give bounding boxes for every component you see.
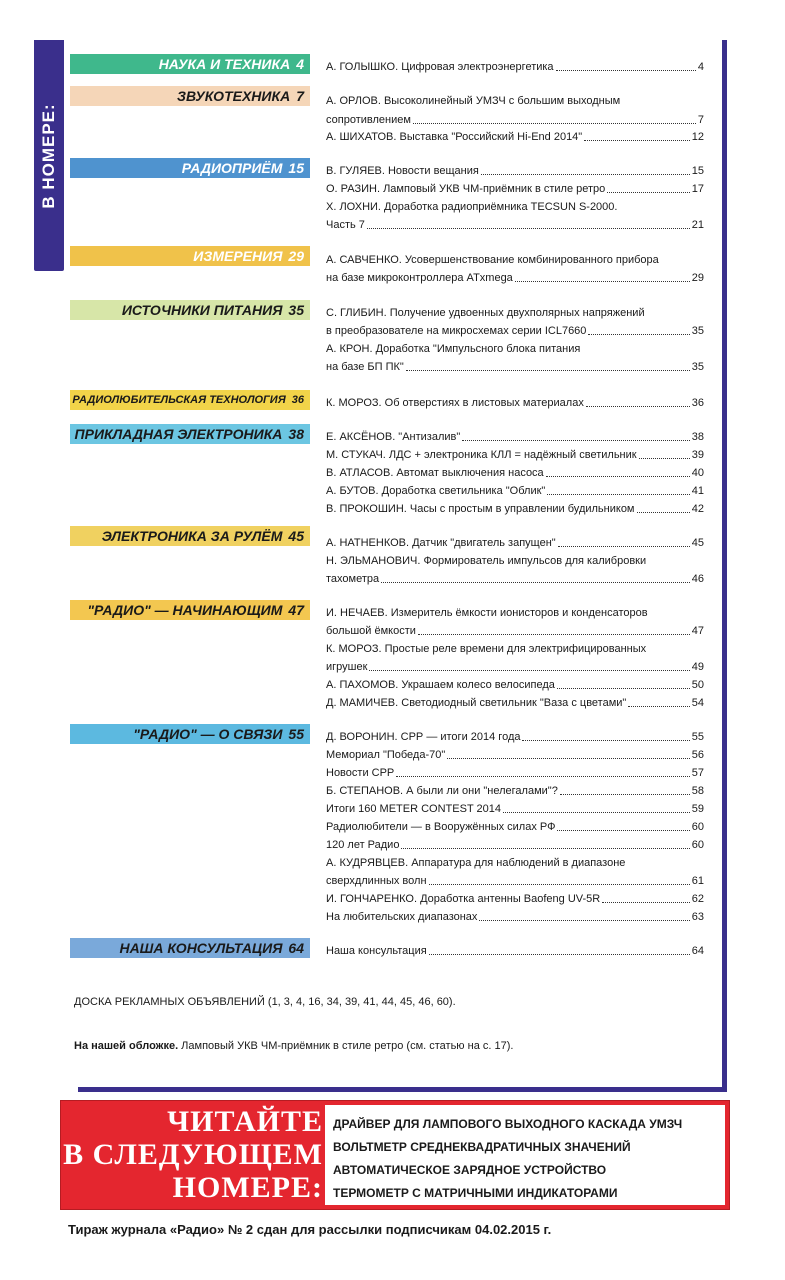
contents-entry bbox=[326, 94, 704, 108]
entry-page: 64 bbox=[691, 945, 704, 957]
entry-text: И. ГОНЧАРЕНКО. Доработка антенны Baofeng UV-5R bbox=[326, 893, 601, 905]
section-page: 55 bbox=[288, 726, 304, 742]
entry-page: 29 bbox=[691, 272, 704, 284]
contents-entry bbox=[326, 606, 704, 620]
entry-text: В. АТЛАСОВ. Автомат выключения насоса bbox=[326, 467, 544, 479]
dot-leader bbox=[586, 396, 690, 407]
contents-entry bbox=[326, 253, 704, 267]
contents-entry bbox=[326, 466, 704, 480]
dot-leader bbox=[429, 944, 690, 955]
contents-entry bbox=[326, 820, 704, 834]
contents-entry bbox=[326, 396, 704, 410]
entry-page: 17 bbox=[691, 183, 704, 195]
contents-entry bbox=[326, 430, 704, 444]
contents-entry bbox=[326, 802, 704, 816]
side-label: В НОМЕРЕ: bbox=[39, 102, 58, 209]
entry-page: 40 bbox=[691, 467, 704, 479]
dot-leader bbox=[367, 218, 690, 229]
section-page: 45 bbox=[288, 528, 304, 544]
entry-page: 38 bbox=[691, 431, 704, 443]
entry-text: Д. ВОРОНИН. СРР — итоги 2014 года bbox=[326, 731, 521, 743]
entry-text: игрушек bbox=[326, 661, 368, 673]
next-issue-item: ДРАЙВЕР ДЛЯ ЛАМПОВОГО ВЫХОДНОГО КАСКАДА УМЗЧ bbox=[333, 1117, 683, 1131]
entry-text: в преобразователе на микросхемах серии ICL7660 bbox=[326, 325, 587, 337]
section-title: РАДИОПРИЁМ bbox=[181, 160, 283, 176]
entry-text: на базе БП ПК" bbox=[326, 361, 404, 373]
section-title: РАДИОЛЮБИТЕЛЬСКАЯ ТЕХНОЛОГИЯ bbox=[72, 394, 286, 406]
dot-leader bbox=[381, 572, 690, 583]
entry-page: 46 bbox=[691, 573, 704, 585]
section-page: 38 bbox=[288, 426, 304, 442]
entry-page: 36 bbox=[691, 397, 704, 409]
entry-page: 47 bbox=[691, 625, 704, 637]
entry-page: 21 bbox=[691, 219, 704, 231]
circulation-footer: Тираж журнала «Радио» № 2 сдан для рассылки подписчикам 04.02.2015 г. bbox=[68, 1222, 552, 1237]
entry-text: А. САВЧЕНКО. Усовершенствование комбинированного прибора bbox=[326, 254, 659, 266]
contents-entry bbox=[326, 678, 704, 692]
section-page: 64 bbox=[288, 940, 304, 956]
entry-text: И. НЕЧАЕВ. Измеритель ёмкости ионисторов и конденсаторов bbox=[326, 607, 648, 619]
frame-rule-horizontal bbox=[78, 1087, 727, 1092]
entry-page: 55 bbox=[691, 731, 704, 743]
contents-entry bbox=[326, 838, 704, 852]
entry-text: на базе микроконтроллера ATxmega bbox=[326, 272, 513, 284]
next-issue-list bbox=[325, 1105, 725, 1205]
next-issue-title-line: В СЛЕДУЮЩЕМ bbox=[63, 1138, 323, 1171]
dot-leader bbox=[429, 874, 690, 885]
section-heading bbox=[70, 300, 310, 320]
entry-text: В. ГУЛЯЕВ. Новости вещания bbox=[326, 165, 479, 177]
dot-leader bbox=[515, 271, 690, 282]
dot-leader bbox=[602, 892, 690, 903]
entry-page: 54 bbox=[691, 697, 704, 709]
contents-entry bbox=[326, 502, 704, 516]
contents-entry bbox=[326, 342, 704, 356]
entry-page: 58 bbox=[691, 785, 704, 797]
dot-leader bbox=[503, 802, 690, 813]
entry-text: Х. ЛОХНИ. Доработка радиоприёмника TECSUN S-2000. bbox=[326, 201, 618, 213]
next-issue-title-line: ЧИТАЙТЕ bbox=[167, 1105, 323, 1138]
contents-entry bbox=[326, 218, 704, 232]
contents-entry bbox=[326, 271, 704, 285]
dot-leader bbox=[369, 660, 689, 671]
entry-text: А. БУТОВ. Доработка светильника "Облик" bbox=[326, 485, 546, 497]
contents-entry bbox=[326, 784, 704, 798]
entry-text: О. РАЗИН. Ламповый УКВ ЧМ-приёмник в стиле ретро bbox=[326, 183, 606, 195]
entry-page: 4 bbox=[697, 61, 704, 73]
entry-text: М. СТУКАЧ. ЛДС + электроника КЛЛ = надёжный светильник bbox=[326, 449, 637, 461]
contents-entry bbox=[326, 660, 704, 674]
entry-text: Н. ЭЛЬМАНОВИЧ. Формирователь импульсов для калибровки bbox=[326, 555, 647, 567]
dot-leader bbox=[639, 448, 690, 459]
entry-page: 56 bbox=[691, 749, 704, 761]
dot-leader bbox=[413, 113, 696, 124]
entry-text: А. ШИХАТОВ. Выставка "Российский Hi-End 2014" bbox=[326, 131, 583, 143]
contents-entry bbox=[326, 130, 704, 144]
dot-leader bbox=[418, 624, 690, 635]
entry-text: тахометра bbox=[326, 573, 380, 585]
contents-entry bbox=[326, 856, 704, 870]
entry-text: Д. МАМИЧЕВ. Светодиодный светильник "Ваза с цветами" bbox=[326, 697, 627, 709]
dot-leader bbox=[401, 838, 689, 849]
dot-leader bbox=[547, 484, 689, 495]
dot-leader bbox=[479, 910, 689, 921]
section-heading bbox=[70, 424, 310, 444]
section-title: ПРИКЛАДНАЯ ЭЛЕКТРОНИКА bbox=[74, 426, 283, 442]
dot-leader bbox=[588, 324, 689, 335]
entry-text: К. МОРОЗ. Об отверстиях в листовых материалах bbox=[326, 397, 584, 409]
section-title: НАША КОНСУЛЬТАЦИЯ bbox=[119, 940, 283, 956]
entry-text: Новости СРР bbox=[326, 767, 395, 779]
entry-page: 41 bbox=[691, 485, 704, 497]
section-heading bbox=[70, 246, 310, 266]
section-heading bbox=[70, 86, 310, 106]
entry-text: Итоги 160 METER CONTEST 2014 bbox=[326, 803, 502, 815]
entry-page: 12 bbox=[691, 131, 704, 143]
frame-rule-vertical bbox=[722, 40, 727, 1092]
entry-page: 42 bbox=[691, 503, 704, 515]
next-issue-title-line: НОМЕРЕ: bbox=[172, 1171, 323, 1204]
contents-entry bbox=[326, 766, 704, 780]
contents-entry bbox=[326, 360, 704, 374]
dot-leader bbox=[607, 182, 689, 193]
entry-text: А. ПАХОМОВ. Украшаем колесо велосипеда bbox=[326, 679, 555, 691]
entry-page: 61 bbox=[691, 875, 704, 887]
section-title: ЭЛЕКТРОНИКА ЗА РУЛЁМ bbox=[101, 528, 283, 544]
section-heading bbox=[70, 600, 310, 620]
contents-entry bbox=[326, 306, 704, 320]
contents-entry bbox=[326, 642, 704, 656]
entry-text: Часть 7 bbox=[326, 219, 365, 231]
dot-leader bbox=[557, 820, 689, 831]
section-title: ЗВУКОТЕХНИКА bbox=[177, 88, 291, 104]
section-page: 7 bbox=[296, 88, 304, 104]
entry-text: А. НАТНЕНКОВ. Датчик "двигатель запущен" bbox=[326, 537, 556, 549]
entry-text: А. ГОЛЫШКО. Цифровая электроэнергетика bbox=[326, 61, 554, 73]
entry-text: Б. СТЕПАНОВ. А были ли они "нелегалами"? bbox=[326, 785, 558, 797]
section-heading bbox=[70, 390, 310, 410]
contents-entry bbox=[326, 200, 704, 214]
section-page: 15 bbox=[288, 160, 304, 176]
contents-entry bbox=[326, 944, 704, 958]
contents-entry bbox=[326, 484, 704, 498]
dot-leader bbox=[481, 164, 690, 175]
dot-leader bbox=[396, 766, 689, 777]
dot-leader bbox=[447, 748, 689, 759]
entry-text: сопротивлением bbox=[326, 114, 411, 126]
cover-note-text: Ламповый УКВ ЧМ-приёмник в стиле ретро (см. статью на с. 17). bbox=[178, 1040, 514, 1052]
entry-text: А. КРОН. Доработка "Импульсного блока питания bbox=[326, 343, 581, 355]
dot-leader bbox=[462, 430, 689, 441]
section-heading bbox=[70, 158, 310, 178]
next-issue-title bbox=[61, 1105, 323, 1204]
entry-page: 49 bbox=[691, 661, 704, 673]
entry-page: 60 bbox=[691, 821, 704, 833]
dot-leader bbox=[584, 130, 690, 141]
next-issue-banner bbox=[60, 1100, 730, 1210]
entry-text: большой ёмкости bbox=[326, 625, 416, 637]
dot-leader bbox=[628, 696, 689, 707]
entry-page: 60 bbox=[691, 839, 704, 851]
dot-leader bbox=[637, 502, 690, 513]
next-issue-item: АВТОМАТИЧЕСКОЕ ЗАРЯДНОЕ УСТРОЙСТВО bbox=[333, 1163, 607, 1177]
section-title: "РАДИО" — НАЧИНАЮЩИМ bbox=[87, 602, 283, 618]
section-page: 47 bbox=[288, 602, 304, 618]
next-issue-item: ВОЛЬТМЕТР СРЕДНЕКВАДРАТИЧНЫХ ЗНАЧЕНИЙ bbox=[333, 1140, 631, 1154]
dot-leader bbox=[522, 730, 689, 741]
entry-page: 39 bbox=[691, 449, 704, 461]
section-page: 35 bbox=[288, 302, 304, 318]
dot-leader bbox=[406, 360, 690, 371]
entry-text: В. ПРОКОШИН. Часы с простым в управлении будильником bbox=[326, 503, 635, 515]
cover-note bbox=[74, 1040, 513, 1052]
entry-page: 35 bbox=[691, 325, 704, 337]
cover-note-label: На нашей обложке. bbox=[74, 1040, 179, 1052]
entry-text: сверхдлинных волн bbox=[326, 875, 427, 887]
entry-text: Наша консультация bbox=[326, 945, 427, 957]
contents-entry bbox=[326, 113, 704, 127]
section-page: 4 bbox=[296, 56, 304, 72]
entry-page: 50 bbox=[691, 679, 704, 691]
dot-leader bbox=[558, 536, 690, 547]
entry-text: 120 лет Радио bbox=[326, 839, 400, 851]
section-title: ИСТОЧНИКИ ПИТАНИЯ bbox=[121, 302, 283, 318]
entry-text: К. МОРОЗ. Простые реле времени для электрифицированных bbox=[326, 643, 647, 655]
section-title: ИЗМЕРЕНИЯ bbox=[193, 248, 283, 264]
dot-leader bbox=[556, 60, 696, 71]
contents-entry bbox=[326, 182, 704, 196]
contents-entry bbox=[326, 730, 704, 744]
entry-page: 7 bbox=[697, 114, 704, 126]
contents-entry bbox=[326, 910, 704, 924]
section-title: "РАДИО" — О СВЯЗИ bbox=[133, 726, 283, 742]
dot-leader bbox=[557, 678, 690, 689]
section-heading bbox=[70, 526, 310, 546]
contents-entry bbox=[326, 874, 704, 888]
next-issue-item: ТЕРМОМЕТР С МАТРИЧНЫМИ ИНДИКАТОРАМИ bbox=[333, 1186, 618, 1200]
entry-page: 57 bbox=[691, 767, 704, 779]
section-heading bbox=[70, 724, 310, 744]
entry-page: 35 bbox=[691, 361, 704, 373]
entry-text: С. ГЛИБИН. Получение удвоенных двухполярных напряжений bbox=[326, 307, 645, 319]
section-page: 29 bbox=[288, 248, 304, 264]
contents-entry bbox=[326, 572, 704, 586]
entry-page: 59 bbox=[691, 803, 704, 815]
entry-text: Мемориал "Победа-70" bbox=[326, 749, 446, 761]
entry-page: 15 bbox=[691, 165, 704, 177]
contents-entry bbox=[326, 164, 704, 178]
dot-leader bbox=[546, 466, 690, 477]
section-title: НАУКА И ТЕХНИКА bbox=[158, 56, 291, 72]
side-label-bar bbox=[34, 40, 64, 271]
entry-text: А. ОРЛОВ. Высоколинейный УМЗЧ с большим выходным bbox=[326, 95, 621, 107]
contents-entry bbox=[326, 554, 704, 568]
entry-text: На любительских диапазонах bbox=[326, 911, 478, 923]
contents-entry bbox=[326, 892, 704, 906]
entry-text: А. КУДРЯВЦЕВ. Аппаратура для наблюдений в диапазоне bbox=[326, 857, 626, 869]
contents-entry bbox=[326, 748, 704, 762]
section-heading bbox=[70, 938, 310, 958]
contents-entry bbox=[326, 324, 704, 338]
contents-entry bbox=[326, 60, 704, 74]
ads-board-line: ДОСКА РЕКЛАМНЫХ ОБЪЯВЛЕНИЙ (1, 3, 4, 16, 34, 39, 41, 44, 45, 46, 60). bbox=[74, 996, 456, 1008]
entry-text: Е. АКСЁНОВ. "Антизалив" bbox=[326, 431, 461, 443]
entry-text: Радиолюбители — в Вооружённых силах РФ bbox=[326, 821, 556, 833]
entry-page: 45 bbox=[691, 537, 704, 549]
contents-entry bbox=[326, 624, 704, 638]
section-heading bbox=[70, 54, 310, 74]
contents-entry bbox=[326, 536, 704, 550]
dot-leader bbox=[560, 784, 690, 795]
contents-entry bbox=[326, 696, 704, 710]
entry-page: 62 bbox=[691, 893, 704, 905]
contents-entry bbox=[326, 448, 704, 462]
entry-page: 63 bbox=[691, 911, 704, 923]
section-page: 36 bbox=[291, 394, 304, 406]
